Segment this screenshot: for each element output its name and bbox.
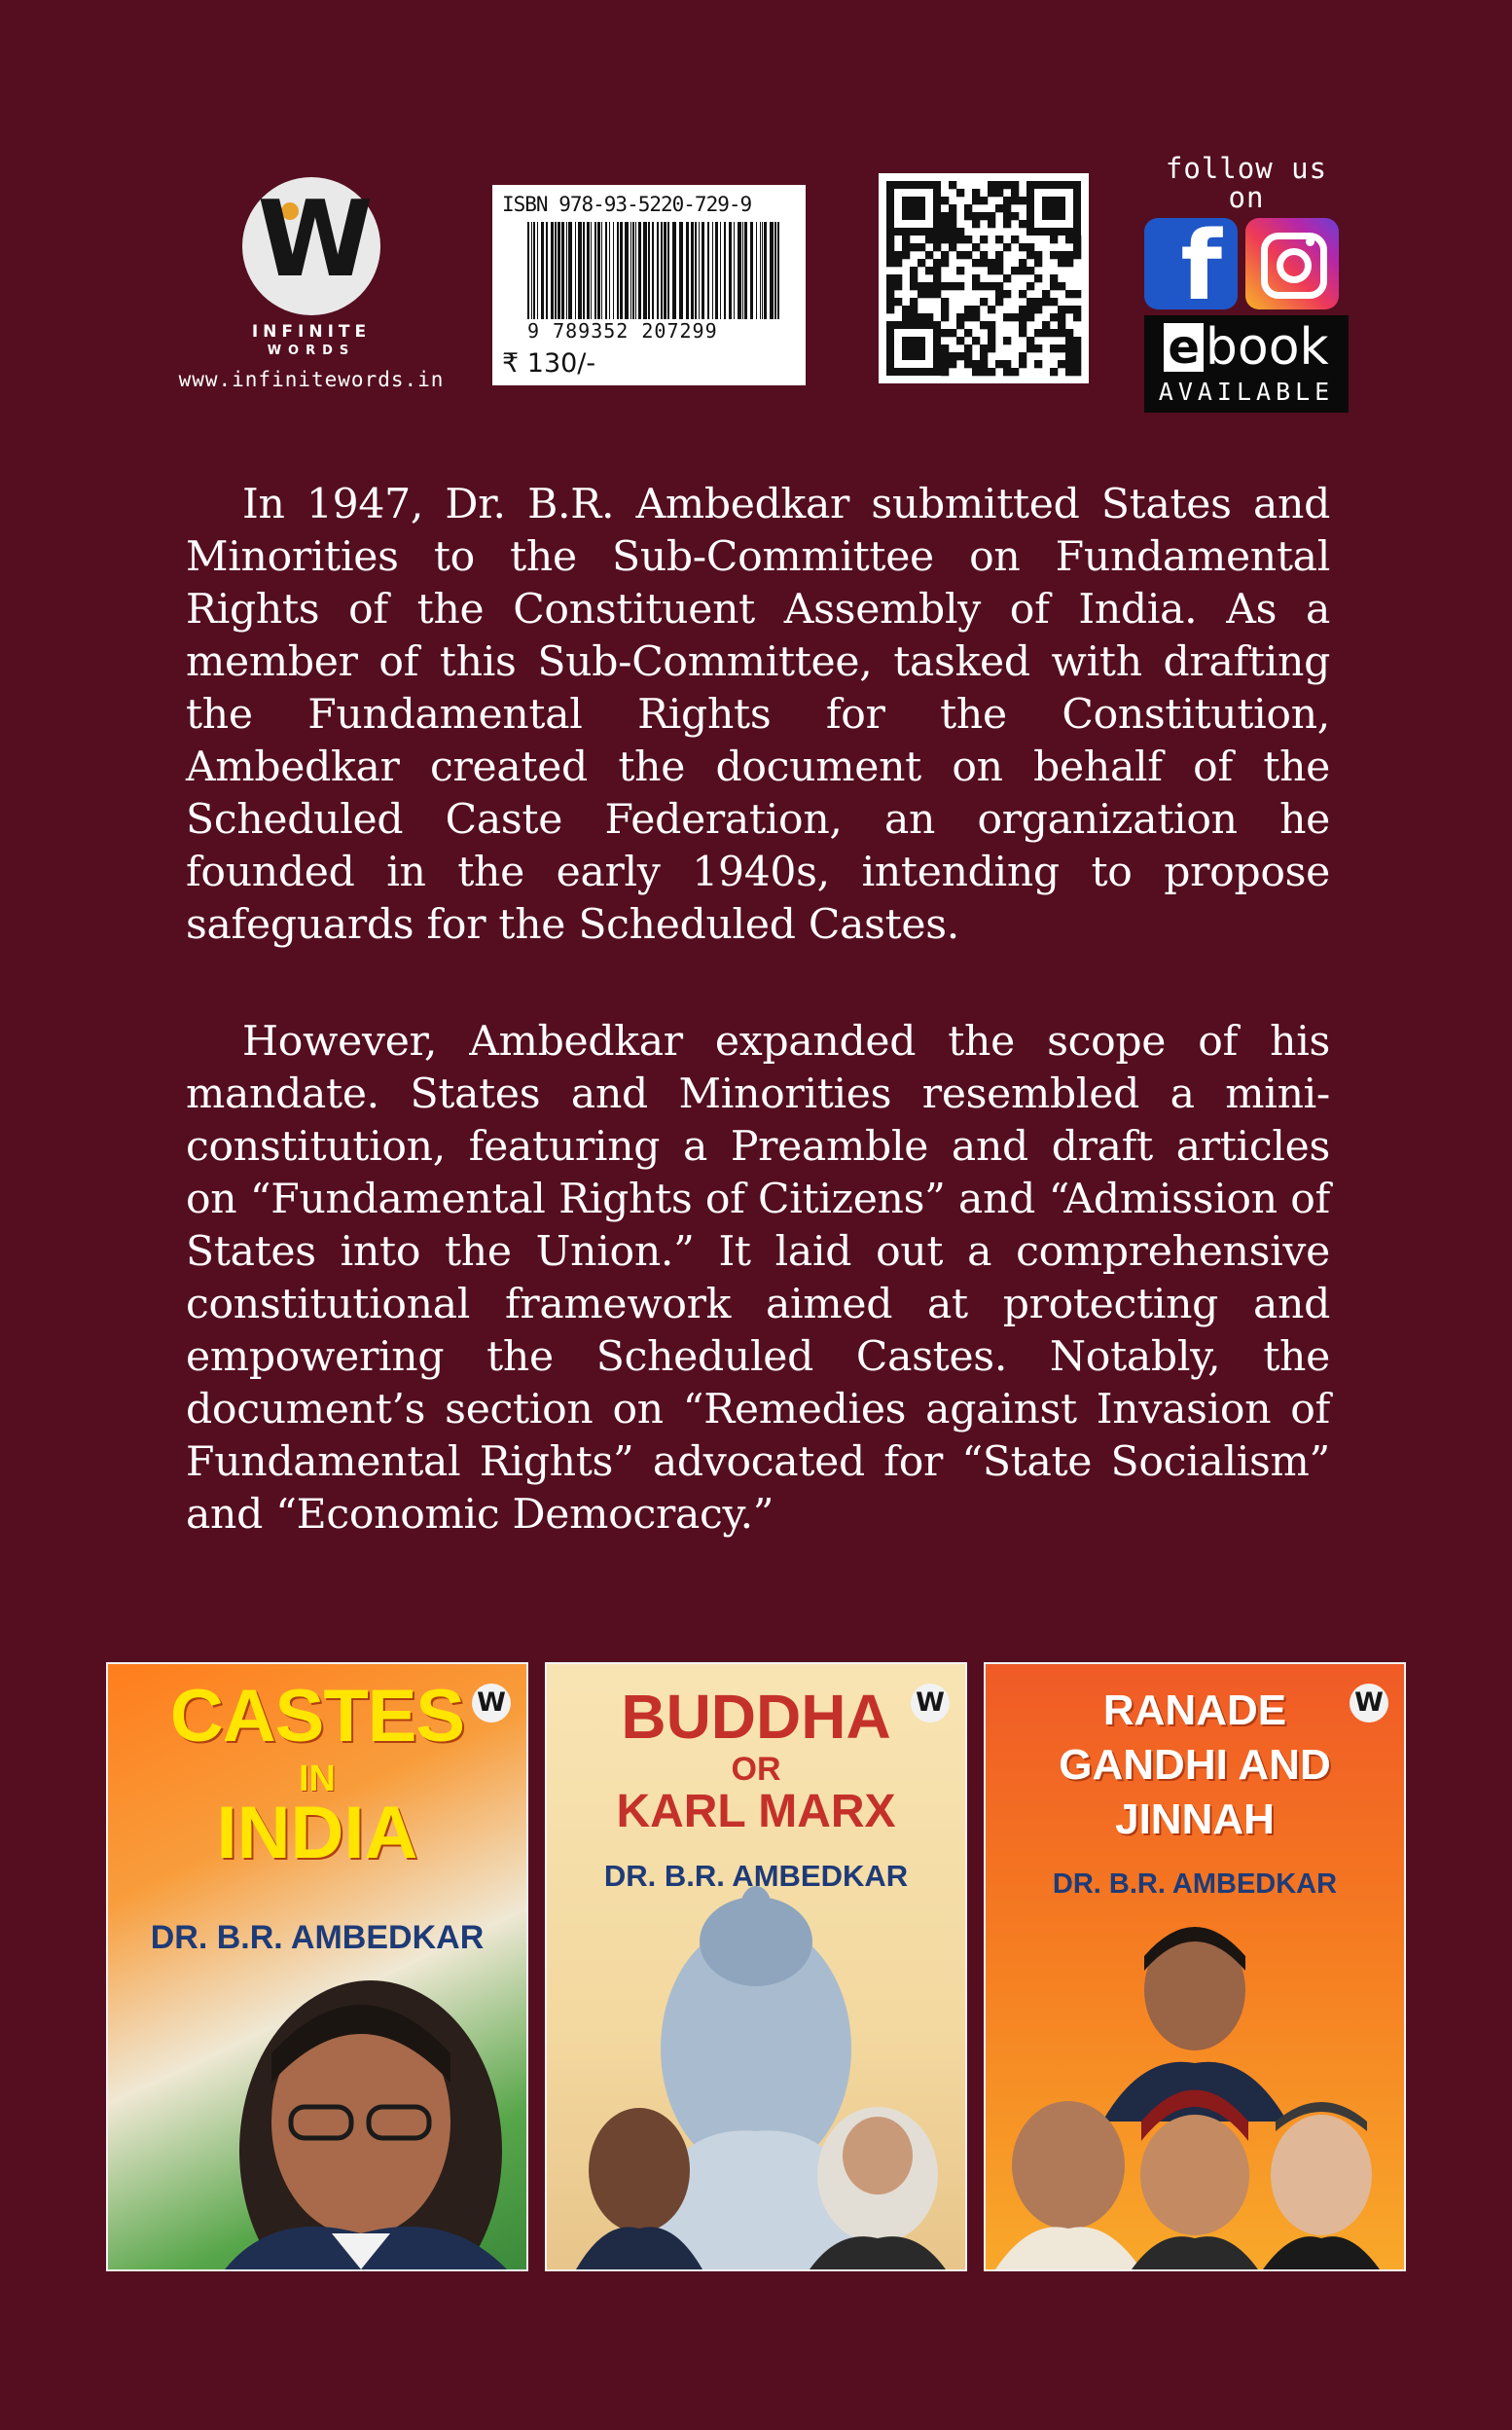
instagram-icon[interactable]	[1245, 218, 1339, 309]
book1-title-line2: IN	[299, 1759, 336, 1799]
book3-title-line2: GANDHI AND	[1059, 1741, 1331, 1789]
book2-author: DR. B.R. AMBEDKAR	[603, 1859, 909, 1893]
book3-publisher-badge: W	[1350, 1684, 1388, 1723]
qr-code[interactable]	[879, 173, 1089, 383]
book-cover-castes-in-india[interactable]	[106, 1662, 528, 2271]
facebook-glyph: f	[1180, 218, 1222, 309]
blurb-paragraph-1: In 1947, Dr. B.R. Ambedkar submitted States and Minorities to the Sub-Committee on Fundamental Rights of the Constituent Assembly of India. As a member of this Sub-Committee, tasked with drafting the Fundamental Rights for the Constitution, Ambedkar created the document on behalf of the Scheduled Caste Federation, an organization he founded in the early 1940s, intending to propose safeguards for the Scheduled Castes.	[186, 481, 1330, 949]
barcode-bars	[527, 222, 780, 319]
publisher-name-line1: INFINITE	[251, 322, 372, 342]
follow-us-label: follow us on	[1165, 152, 1328, 214]
publisher-block	[156, 165, 467, 391]
book3-author: DR. B.R. AMBEDKAR	[1052, 1868, 1338, 1900]
book2-title-line3: KARL MARX	[616, 1786, 896, 1837]
book3-title	[986, 1684, 1404, 1847]
available-label: AVAILABLE	[1158, 378, 1335, 406]
publisher-logo	[242, 177, 380, 315]
facebook-icon[interactable]	[1144, 218, 1238, 309]
book-blurb	[186, 479, 1330, 1541]
publisher-name-line2: WORDS	[267, 344, 356, 358]
ebook-e: e	[1164, 323, 1204, 372]
barcode-number: 9 789352 207299	[527, 319, 718, 343]
book2-title-line2: OR	[731, 1751, 781, 1788]
book1-title-line3: INDIA	[216, 1792, 418, 1874]
price-label: ₹ 130/-	[502, 348, 596, 379]
social-icons	[1144, 218, 1349, 309]
ebook-word: book	[1205, 318, 1329, 377]
instagram-flash	[1306, 237, 1314, 246]
isbn-label: ISBN 978-93-5220-729-9	[502, 193, 752, 216]
blurb-paragraph-2: However, Ambedkar expanded the scope of his mandate. States and Minorities resembled a mini-constitution, featuring a Preamble and draft articles on “Fundamental Rights of Citizens” and “Admission of States into the Union.” It laid out a comprehensive constitutional framework aimed at protecting and empowering the Scheduled Castes. Notably, the document’s section on “Remedies against Invasion of Fundamental Rights” advocated for “State Socialism” and “Economic Democracy.”	[186, 1018, 1330, 1539]
logo-glyph: W	[257, 179, 366, 301]
book-cover-buddha-or-karl-marx[interactable]	[545, 1662, 967, 2271]
book3-title-line3: JINNAH	[1115, 1795, 1275, 1843]
social-block	[1144, 154, 1349, 413]
barcode-box	[492, 185, 806, 385]
ebook-logo	[1144, 319, 1349, 376]
book1-author: DR. B.R. AMBEDKAR	[150, 1919, 485, 1956]
book1-title-line1: CASTES	[169, 1675, 465, 1758]
book3-title-line1: RANADE	[1102, 1686, 1287, 1734]
instagram-lens	[1277, 248, 1312, 283]
publisher-url[interactable]: www.infinitewords.in	[178, 368, 445, 391]
book2-publisher-badge: W	[911, 1684, 950, 1723]
related-books	[106, 1662, 1410, 2275]
publisher-name	[156, 323, 467, 360]
book-cover-ranade-gandhi-and-jinnah[interactable]	[984, 1662, 1406, 2271]
book2-title-line1: BUDDHA	[621, 1682, 891, 1752]
ebook-badge	[1144, 315, 1349, 413]
book1-publisher-badge: W	[472, 1684, 511, 1723]
